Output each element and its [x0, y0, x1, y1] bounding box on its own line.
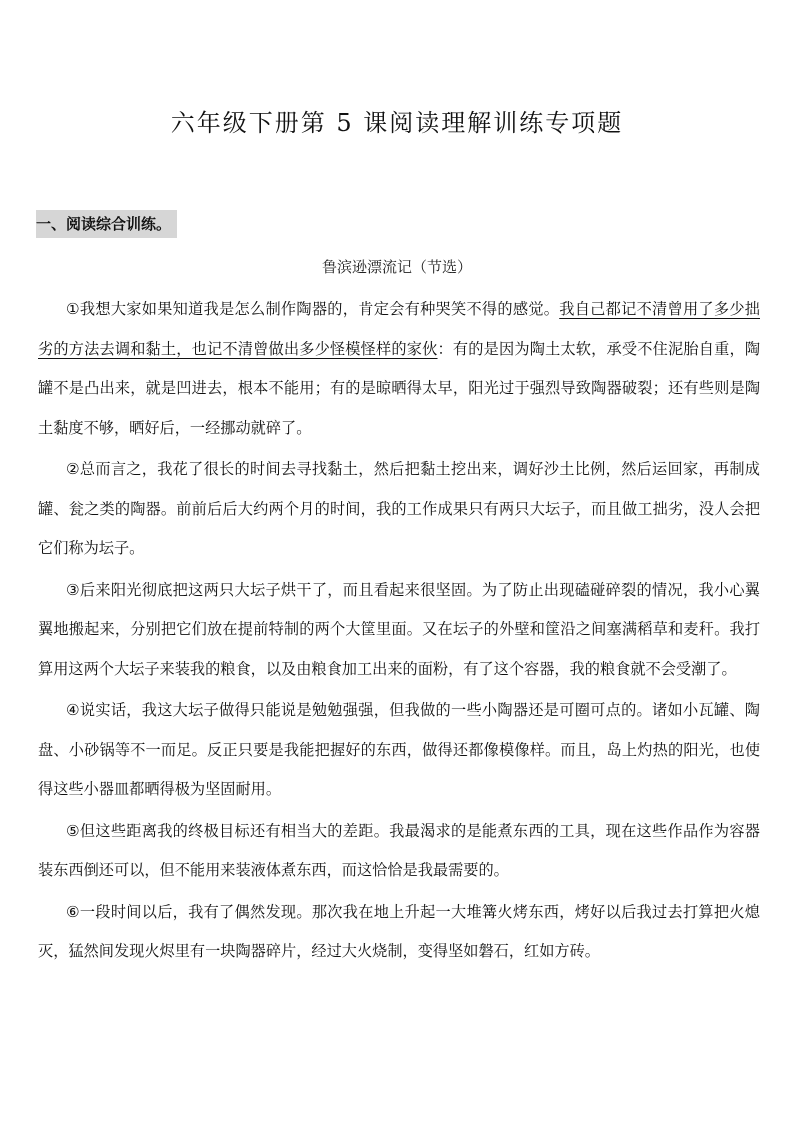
paragraph-1-text-before: ①我想大家如果知道我是怎么制作陶器的，肯定会有种哭笑不得的感觉。 [66, 300, 560, 318]
paragraph-1-text-after: ：有的是因为陶土太软，承受不住泥胎自重，陶罐不是凸出来，就是凹进去，根本不能用；有的是晾晒得太早，阳光过于强烈导致陶器破裂；还有些则是陶土黏度不够，晒好后，一经挪动就碎了。 [38, 339, 761, 437]
paragraph-2: ②总而言之，我花了很长的时间去寻找黏土，然后把黏土挖出来，调好沙土比例，然后运回家，再制成罐、瓮之类的陶器。前前后后大约两个月的时间，我的工作成果只有两只大坛子，而且做工拙劣，没人会把它们称为坛子。 [38, 460, 760, 557]
document-title: 六年级下册第 5 课阅读理解训练专项题 [170, 109, 624, 137]
paragraph-4: ④说实话，我这大坛子做得只能说是勉勉强强，但我做的一些小陶器还是可圈可点的。诸如小瓦罐、陶盘、小砂锅等不一而足。反正只要是我能把握好的东西，做得还都像模像样。而且，岛上灼热的阳光，也使得这些小器皿都晒得极为坚固耐用。 [38, 701, 760, 798]
paragraph-6: ⑥一段时间以后，我有了偶然发现。那次我在地上升起一大堆篝火烤东西，烤好以后我过去打算把火熄灭，猛然间发现火烬里有一块陶器碎片，经过大火烧制，变得坚如磐石，红如方砖。 [38, 902, 760, 960]
passage-title: 鲁滨逊漂流记（节选） [321, 258, 472, 276]
underlined-sentence: 我自己都记不清曾用了多少拙劣的方法去调和黏土，也记不清曾做出多少怪模怪样的家伙 [38, 300, 760, 358]
paragraph-1 [38, 290, 760, 448]
passage-body [38, 290, 760, 974]
paragraph-5: ⑤但这些距离我的终极目标还有相当大的差距。我最渴求的是能煮东西的工具，现在这些作品作为容器装东西倒还可以，但不能用来装液体煮东西，而这恰恰是我最需要的。 [38, 821, 760, 879]
paragraph-3: ③后来阳光彻底把这两只大坛子烘干了，而且看起来很坚固。为了防止出现磕碰碎裂的情况，我小心翼翼地搬起来，分别把它们放在提前特制的两个大筐里面。又在坛子的外壁和筐沿之间塞满稻草和麦秆。我打算用这两个大坛子来装我的粮食，以及由粮食加工出来的面粉，有了这个容器，我的粮食就不会受潮了。 [38, 580, 760, 678]
section-heading: 一、阅读综合训练。 [36, 210, 177, 238]
